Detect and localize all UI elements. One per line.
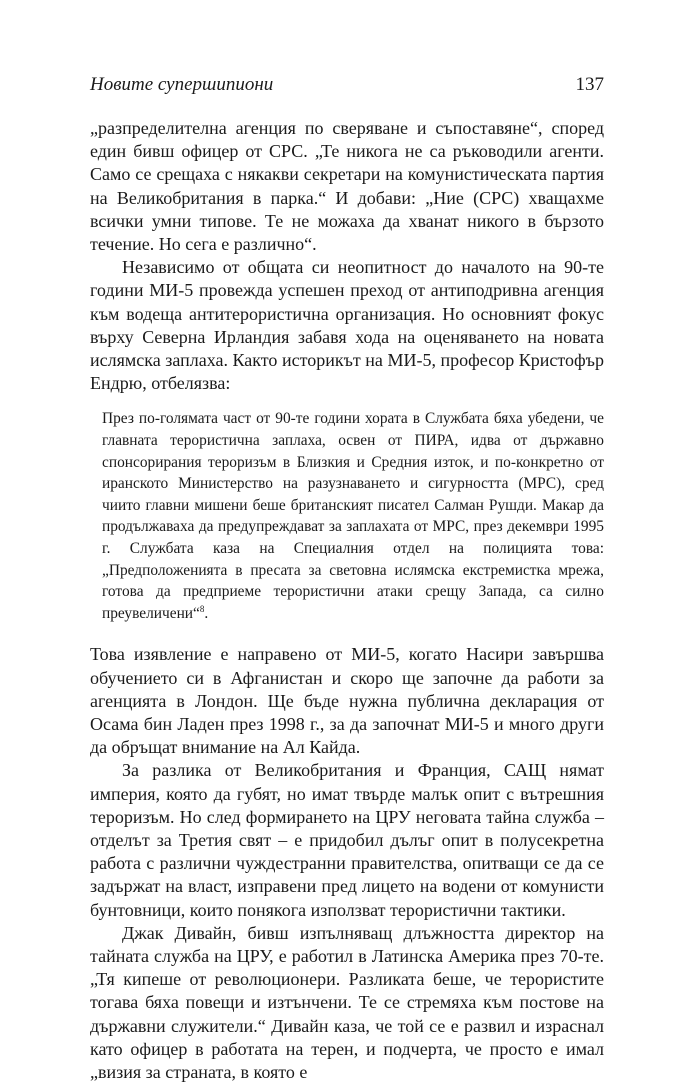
paragraph-1: „разпределителна агенция по сверяване и съпоставяне“, според един бивш офицер от СРС. „Те никога не са ръководили агенти. Само се срещаха с някакви секретари на комунистическата партия на Великобритания в парка.“ И добави: „Ние (СРС) хващахме всички умни типове. Те не можаха да хванат никого в бързото течение. Но сега е различно“. [90,118,604,255]
quote-end: . [204,604,209,622]
paragraph-5: Джак Дивайн, бивш изпълняващ длъжността директор на тайната служба на ЦРУ, е работил в Латинска Америка през 70-те. „Тя кипеше от революционери. Разликата беше, че терористите тогава бяха повещи и изтънчени. Те се стремяха към постове на държавни служители.“ Дивайн каза, че той се е развил и израснал като офицер в работата на терен, и подчерта, че просто е имал „визия за страната, в която е [90,922,604,1083]
paragraph-2: Независимо от общата си неопитност до началото на 90-те години МИ-5 провежда успешен преход от антиподривна агенция към водеща антитерористична организация. Но основният фокус върху Северна Ирландия забавя хода на оценяването на новата ислямска заплаха. Както историкът на МИ-5, професор Кристофър Ендрю, отбелязва: [90,257,604,394]
quote-text: През по-голямата част от 90-те години хората в Службата бяха убедени, че главната терористична заплаха, освен от ПИРА, идва от държавно спонсорирания тероризъм в Близкия и Средния изток, и по-конкретно от иранското Министерство на разузнаването и сигурността (МРС), сред чиито главни мишени беше британският писател Салман Рушди. Макар да продължаваха да предупреждават за заплахата от МРС, през декември 1995 г. Службата каза на Специалния отдел на полицията това: „Предположенията в пресата за световна ислямска екстремистка мрежа, готова да предприеме терористични атаки срещу Запада, са силно преувеличени“ [102,410,604,622]
running-header [90,74,604,96]
running-title: Новите супершипиони [90,74,274,95]
paragraph-3: Това изявление е направено от МИ-5, когато Насири завършва обучението си в Афганистан и скоро ще започне да работи за агенцията в Лондон. Ще бъде нужна публична декларация от Осама бин Ладен през 1998 г., за да започнат МИ-5 и много други да обръщат внимание на Ал Кайда. [90,644,604,758]
footnote-ref: 8 [199,603,205,614]
page-number: 137 [575,74,604,95]
paragraph-4: За разлика от Великобритания и Франция, САЩ нямат империя, която да губят, но имат твърде малък опит с вътрешния тероризъм. Но след формирането на ЦРУ неговата тайна служба – отделът за Третия свят – е придобил дълъг опит в полусекретна работа с различни чуждестранни правителства, опитващи се да се задържат на власт, изправени пред лицето на водени от комунисти бунтовници, които понякога използват терористични тактики. [90,760,604,920]
block-quote [102,408,604,624]
page-body [90,117,604,1084]
